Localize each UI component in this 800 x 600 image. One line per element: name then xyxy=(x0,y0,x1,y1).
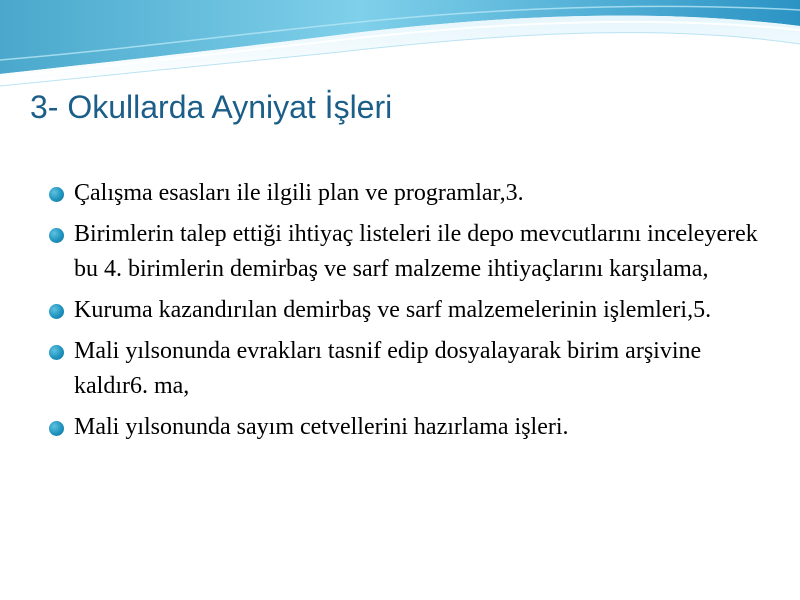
bullet-dot-icon xyxy=(49,187,64,202)
bullet-item xyxy=(46,410,766,445)
bullet-text: Birimlerin talep ettiği ihtiyaç listeleri ile depo mevcutlarını inceleyerek bu 4. birimlerin demirbaş ve sarf malzeme ihtiyaçlarını karşılama, xyxy=(74,221,758,282)
bullet-item xyxy=(46,176,766,211)
bullet-text: Mali yılsonunda evrakları tasnif edip dosyalayarak birim arşivine kaldır6. ma, xyxy=(74,338,702,399)
bullet-item xyxy=(46,217,766,287)
bullet-dot-icon xyxy=(49,421,64,436)
bullet-text: Kuruma kazandırılan demirbaş ve sarf malzemelerinin işlemleri,5. xyxy=(74,297,712,323)
bullet-text: Mali yılsonunda sayım cetvellerini hazırlama işleri. xyxy=(74,414,569,440)
bullet-dot-icon xyxy=(49,304,64,319)
bullet-item xyxy=(46,293,766,328)
slide-title: 3- Okullarda Ayniyat İşleri xyxy=(30,89,393,125)
header-wave-decoration xyxy=(0,0,800,90)
bullet-item xyxy=(46,334,766,404)
bullet-text: Çalışma esasları ile ilgili plan ve programlar,3. xyxy=(74,180,524,206)
bullet-list xyxy=(46,176,766,451)
bullet-dot-icon xyxy=(49,345,64,360)
bullet-dot-icon xyxy=(49,228,64,243)
